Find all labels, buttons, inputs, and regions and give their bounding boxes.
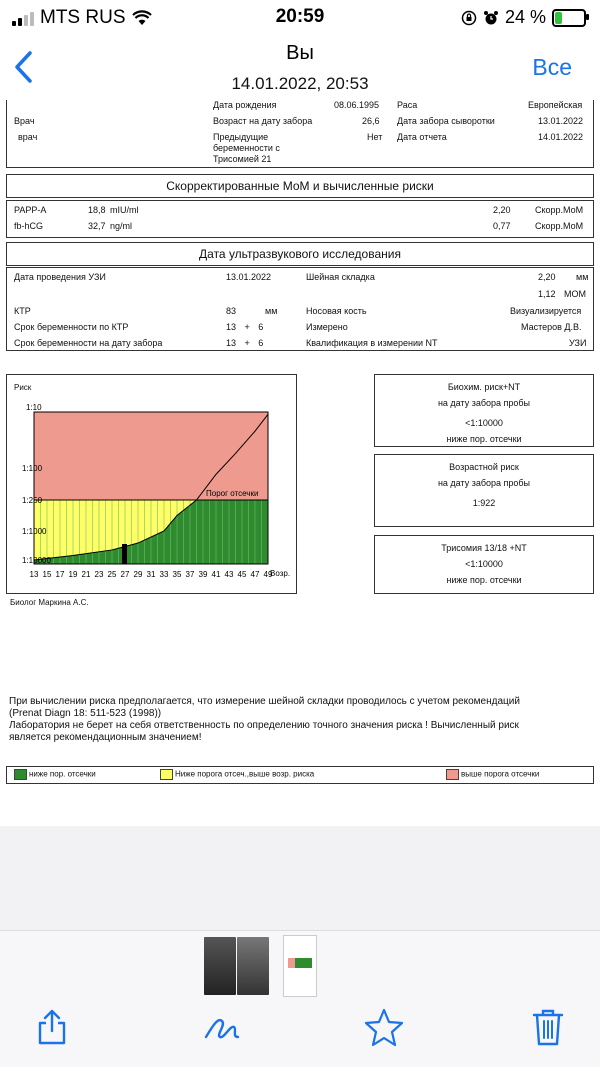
patient-value: 26,6 [362,116,380,126]
mom-label: Скорр.МоМ [535,221,584,231]
x-tick-label: 37 [185,570,195,579]
risk-line: ниже пор. отсечки [446,575,522,585]
x-tick-label: 35 [172,570,182,579]
uzi-label: Дата проведения УЗИ [14,272,106,282]
uzi-label2: Квалификация в измерении NT [306,338,438,348]
uzi-value: 13 + 6 [226,322,264,332]
mom-mom: 0,77 [493,221,511,231]
patient-label: Возраст на дату забора [213,116,313,126]
x-tick-label: 27 [120,570,130,579]
x-axis-label: Возр. [270,569,291,578]
uzi-value2: 1,12 [538,289,556,299]
uzi-label: Срок беременности по КТР [14,322,129,332]
battery-percent: 24 % [504,7,546,27]
mom-mom: 2,20 [493,205,511,215]
x-tick-label: 43 [224,570,234,579]
document-photo[interactable] [0,100,600,826]
risk-line: Биохим. риск+NT [447,382,521,392]
patient-value2: 13.01.2022 [538,116,584,126]
biolog-signature: Биолог Маркина А.С. [10,598,89,607]
patient-left: Врач [14,116,35,126]
chart-title: Риск [14,383,32,392]
risk-line: <1:10000 [465,418,503,428]
legend-swatch-green [14,769,27,780]
uzi-unit2: Мастеров Д.В. [521,322,582,332]
age-marker [122,544,127,564]
mom-header: Скорректированные МоМ и вычисленные риски [6,174,594,198]
patient-left: врач [18,132,38,142]
x-tick-label: 15 [42,570,52,579]
age-risk-box [374,454,594,527]
uzi-value: 13.01.2022 [226,272,272,282]
biochem-risk-box [374,374,594,447]
risk-line: Возрастной риск [449,462,519,472]
nav-title: Вы [286,42,314,64]
mom-name: PAPP-A [14,205,47,215]
risk-line: на дату забора пробы [437,398,531,408]
all-photos-button[interactable]: Все [532,54,572,80]
x-tick-label: 47 [250,570,260,579]
uzi-value: 13 + 6 [226,338,264,348]
x-tick-label: 19 [68,570,78,579]
legend-item-below [14,769,96,780]
patient-value: Нет [367,132,383,142]
favorite-icon[interactable] [364,1007,404,1047]
x-tick-label: 23 [94,570,104,579]
x-tick-label: 39 [198,570,208,579]
patient-box [6,100,594,168]
note-line: При вычислении риска предполагается, что измерение шейной складки проводилось с учетом рекомендаций [9,696,520,707]
uzi-unit: мм [265,306,278,316]
mom-label: Скорр.МоМ [535,205,584,215]
status-right [461,7,586,28]
trash-icon[interactable] [528,1007,568,1047]
legend-label: ниже пор. отсечки [29,769,96,779]
orientation-lock-icon [461,10,477,26]
patient-value2: 14.01.2022 [538,132,584,142]
patient-value2: Европейская [528,100,583,110]
patient-label: беременности с [213,143,280,153]
x-tick-label: 49 [263,570,273,579]
patient-value: 08.06.1995 [334,100,380,110]
mom-value: 18,8 [88,205,106,215]
alarm-icon [483,10,499,26]
patient-label: Трисомией 21 [213,154,272,164]
uzi-label: КТР [14,306,31,316]
risk-line: на дату забора пробы [437,478,531,488]
x-tick-label: 17 [55,570,65,579]
uzi-unit2: Визуализируется [510,306,582,316]
uzi-unit2: УЗИ [569,338,587,348]
patient-label2: Дата отчета [397,132,447,142]
y-tick-label: 1:100 [22,464,43,473]
uzi-label: Срок беременности на дату забора [14,338,163,348]
mom-name: fb-hCG [14,221,44,231]
x-tick-label: 29 [133,570,143,579]
status-time: 20:59 [275,6,325,27]
uzi-value2: 2,20 [538,272,556,282]
x-tick-label: 31 [146,570,156,579]
status-bar [0,0,600,36]
y-tick-label: 1:10000 [22,556,51,565]
x-tick-label: 45 [237,570,247,579]
uzi-unit2: мм [576,272,589,282]
x-tick-label: 21 [81,570,91,579]
legend-label: Ниже порога отсеч.,выше возр. риска [175,769,315,779]
patient-label: Предыдущие [213,132,269,142]
x-tick-label: 13 [29,570,39,579]
x-tick-label: 41 [211,570,221,579]
risk-line: Трисомия 13/18 +NT [441,543,527,553]
y-tick-label: 1:1000 [22,527,47,536]
note-line: является рекомендационным значением! [9,732,202,743]
patient-label2: Дата забора сыворотки [397,116,495,126]
mom-value: 32,7 [88,221,106,231]
legend-item-middle [160,769,314,780]
legend-swatch-yellow [160,769,173,780]
battery-icon [552,9,586,27]
carrier-name: MTS RUS [40,7,126,28]
mom-unit: mIU/ml [110,205,139,215]
nav-subtitle: 14.01.2022, 20:53 [231,74,369,93]
share-icon[interactable] [32,1007,72,1047]
uzi-unit2: МОМ [564,289,586,299]
uzi-label2: Шейная складка [306,272,375,282]
uzi-label2: Носовая кость [306,306,367,316]
uzi-header: Дата ультразвукового исследования [6,242,594,266]
trisomy-risk-box [374,535,594,594]
risk-chart [10,392,295,587]
thumbnail-photo-1[interactable] [204,937,236,995]
thumbnail-photo-2[interactable] [237,937,269,995]
risk-line: 1:922 [472,498,496,508]
x-tick-label: 33 [159,570,169,579]
threshold-label: Порог отсечки [206,489,259,498]
patient-label: Дата рождения [213,100,277,110]
bottom-toolbar [0,930,600,1067]
note-line: (Prenat Diagn 18: 511-523 (1998)) [9,708,162,719]
risk-line: ниже пор. отсечки [446,434,522,444]
legend-label: выше порога отсечки [461,769,540,779]
nav-bar [0,36,600,100]
legend-swatch-red [446,769,459,780]
y-tick-label: 1:250 [22,496,43,505]
patient-label2: Раса [397,100,418,110]
legend-item-above [446,769,539,780]
note-line: Лаборатория не берет на себя ответственность по определению точного значения риска ! Вычисленный риск [9,720,519,731]
note-text [9,696,520,744]
x-tick-label: 25 [107,570,117,579]
y-tick-label: 1:10 [26,403,42,412]
thumbnail-photo-current[interactable] [283,935,317,997]
mom-unit: ng/ml [110,221,133,231]
uzi-label2: Измерено [306,322,348,332]
risk-line: <1:10000 [465,559,503,569]
markup-icon[interactable] [202,1007,242,1047]
uzi-value: 83 [226,306,237,316]
